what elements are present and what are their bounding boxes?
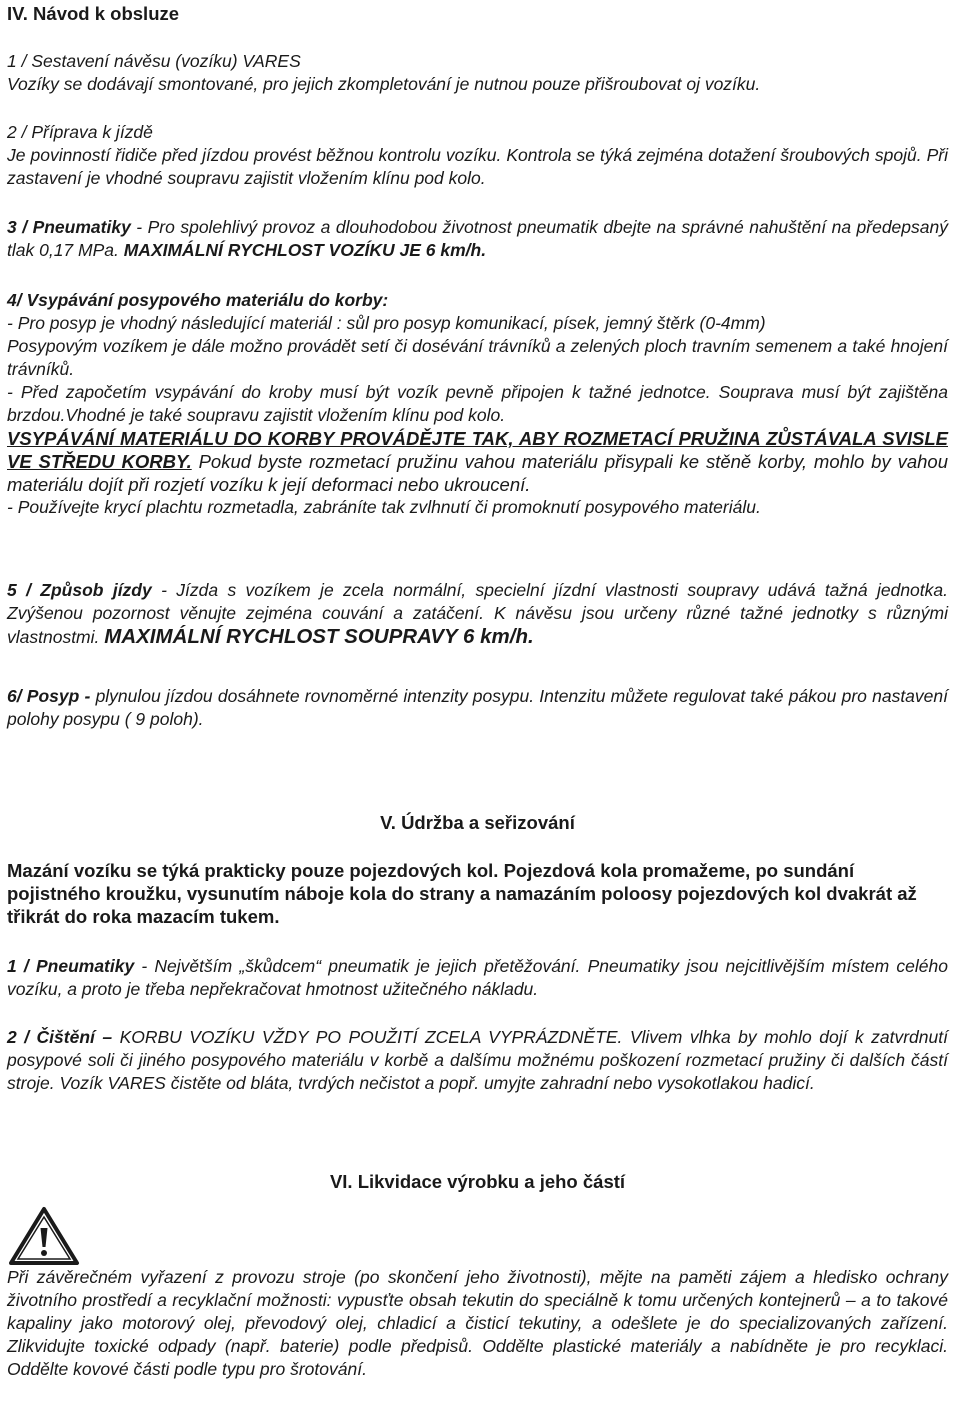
v2-text: Vlivem vlhka by mohlo dojí k zatvrdnutí posypové soli či jiného posypového materiálu v korbě a dalšímu možnému poškození rozmetací pružiny či dalších částí stroje. Vozík VARES čistěte od bláta, tvrdých nečistot a popř. umyjte zahradní nebo vysokotlakou hadicí. [7, 1027, 948, 1093]
section-iv-2 [7, 121, 948, 190]
section-iv-1 [7, 50, 948, 96]
warning-triangle-icon [8, 1206, 80, 1266]
s4-line2: Posypovým vozíkem je dále možno provádět setí či dosévání trávníků a zelených ploch travním semenem a také hnojení trávníků. [7, 336, 948, 379]
section-iv-5 [7, 579, 948, 649]
section-v-2: 2 / Čištění – KORBU VOZÍKU VŽDY PO POUŽITÍ ZCELA VYPRÁZDNĚTE. Vlivem vlhka by mohlo dojí k zatvrdnutí posypové soli či jiného posypového materiálu v korbě a dalšímu možnému poškození rozmetací pružiny či dalších částí stroje. Vozík VARES čistěte od bláta, tvrdých nečistot a popř. umyjte zahradní nebo vysokotlakou hadicí. [7, 1027, 948, 1093]
s4-line4: - Používejte krycí plachtu rozmetadla, zabráníte tak zvlhnutí či promoknutí posypového materiálu. [7, 497, 761, 517]
section-v-1 [7, 955, 948, 1001]
s5-paragraph [7, 579, 948, 649]
s5-lead: 5 / Způsob jízdy [7, 580, 152, 600]
section-v-intro: Mazání vozíku se týká prakticky pouze pojezdových kol. Pojezdová kola promažeme, po sundání pojistného kroužku, vysunutím náboje kola do strany a namazáním poloosy pojezdových kol dvakrát až třikrát do roka mazacím tukem. [7, 860, 917, 927]
v1-text: - Největším „škůdcem“ pneumatik je jejich přetěžování. Pneumatiky jsou nejcitlivějším místem celého vozíku, a proto je třeba nepřekračovat hmotnost užitečného nákladu. [7, 956, 948, 999]
s3-text: - Pro spolehlivý provoz a dlouhodobou životnost pneumatik dbejte na správné nahuštění na předepsaný tlak 0,17 MPa. [7, 217, 948, 260]
s4-warning-paragraph [7, 427, 948, 496]
s4-line3: - Před započetím vsypávání do kroby musí být vozík pevně připojen k tažné jednotce. Souprava musí být zajištěna brzdou.Vhodné je také soupravu zajistit vložením klínu pod kolo. [7, 382, 948, 425]
section-v-heading: V. Údržba a seřizování [380, 812, 575, 833]
v2-caps: KORBU VOZÍKU VŽDY PO POUŽITÍ ZCELA VYPRÁZDNĚTE. [119, 1027, 623, 1047]
s1-title: 1 / Sestavení návěsu (vozíku) VARES [7, 51, 301, 71]
s4-warning-tail: Pokud byste rozmetací pružinu vahou materiálu přisypali ke stěně korby, mohlo by vahou materiálu dojít při rozjetí vozíku k její deformaci nebo ukroucení. [7, 451, 948, 495]
s2-title: 2 / Příprava k jízdě [7, 122, 153, 142]
section-iv-4 [7, 289, 948, 519]
s1-text: Vozíky se dodávají smontované, pro jejich zkompletování je nutnou pouze přišroubovat oj vozíku. [7, 74, 761, 94]
section-vi-text: Při závěrečném vyřazení z provozu stroje (po skončení jeho životnosti), mějte na paměti zájem a hledisko ochrany životního prostředí a recyklační možnosti: vypusťte obsah tekutin do speciálně k tomu určených kontejnerů – a to takové kapaliny jako motorový olej, převodový olej, chladicí a čisticí tekutiny, a odešlete je do specializovaných zařízení. Zlikvidujte toxické odpady (např. baterie) podle předpisů. Oddělte plastické materiály a nabídněte je pro recyklaci. Oddělte kovové části podle typu pro šrotování. [7, 1267, 948, 1379]
s5-text: - Jízda s vozíkem je zcela normální, specielní jízdní vlastnosti soupravy udává tažná jednotka. Zvýšenou pozornost věnujte zejména couvání a zatáčení. K návěsu jsou určeny různé tažné jednotky s různými vlastnostmi. [7, 580, 948, 647]
s4-warning: VSYPÁVÁNÍ MATERIÁLU DO KORBY PROVÁDĚJTE TAK, ABY ROZMETACÍ PRUŽINA ZŮSTÁVALA SVISLE VE STŘEDU KORBY. [7, 428, 948, 472]
s3-lead: 3 / Pneumatiky [7, 217, 131, 237]
s2-text: Je povinností řidiče před jízdou provést běžnou kontrolu vozíku. Kontrola se týká zejména dotažení šroubových spojů. Při zastavení je vhodné soupravu zajistit vložením klínu pod kolo. [7, 145, 948, 188]
section-vi-heading: VI. Likvidace výrobku a jeho částí [329, 1171, 626, 1192]
s3-paragraph [7, 216, 948, 262]
s3-speed: MAXIMÁLNÍ RYCHLOST VOZÍKU JE 6 km/h. [123, 240, 487, 260]
s6-text: plynulou jízdou dosáhnete rovnoměrné intenzity posypu. Intenzitu můžete regulovat také pákou pro nastavení polohy posypu ( 9 poloh). [7, 686, 948, 729]
s6-paragraph [7, 685, 948, 731]
s4-title: 4/ Vsypávání posypového materiálu do korby: [7, 290, 389, 310]
s6-lead: 6/ Posyp - [7, 686, 96, 706]
v2-lead: 2 / Čištění [7, 1027, 95, 1047]
v1-lead: 1 / Pneumatiky [7, 956, 135, 976]
section-iv-3 [7, 216, 948, 262]
s5-speed: MAXIMÁLNÍ RYCHLOST SOUPRAVY 6 km/h. [104, 625, 534, 648]
section-iv-heading: IV. Návod k obsluze [7, 3, 180, 24]
section-iv-6 [7, 685, 948, 731]
s4-line1: - Pro posyp je vhodný následující materiál : sůl pro posyp komunikací, písek, jemný štěrk (0-4mm) [7, 313, 766, 333]
